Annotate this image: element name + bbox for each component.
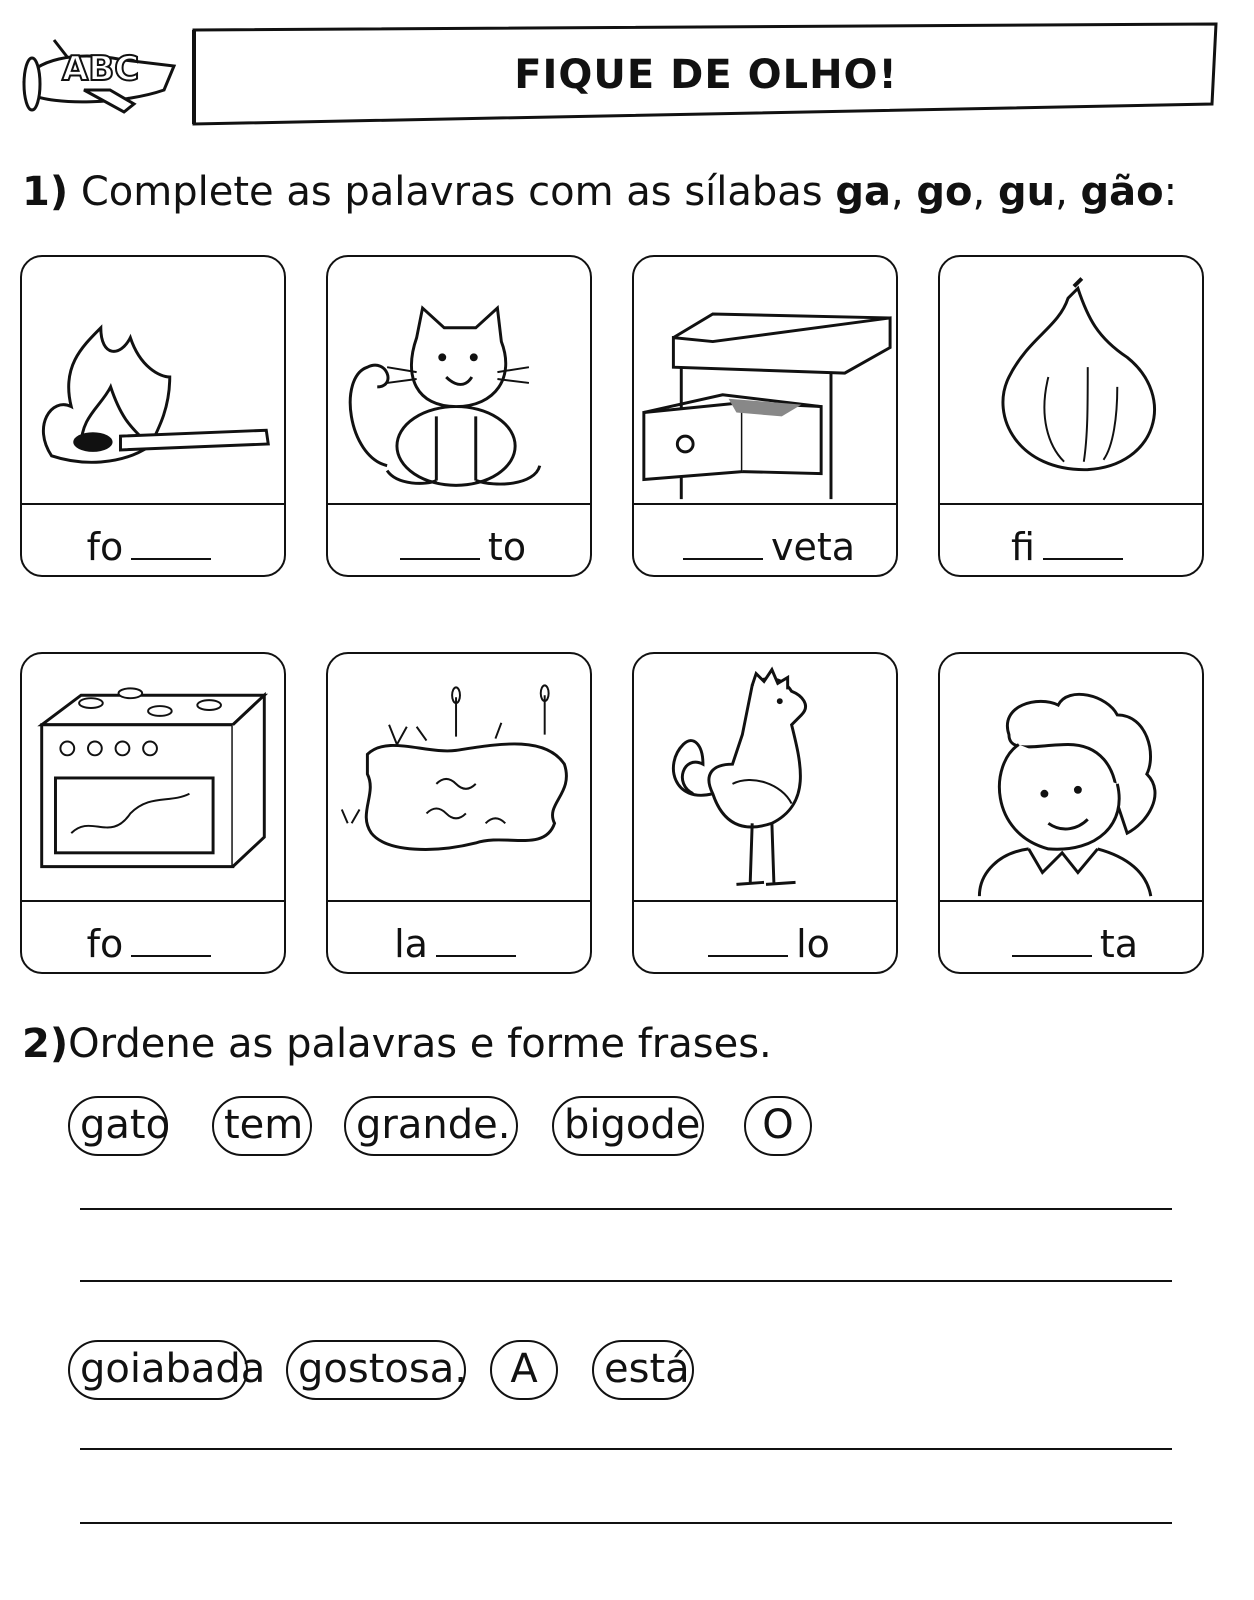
word-pill[interactable]: O	[744, 1096, 812, 1156]
answer-blank[interactable]	[1043, 528, 1123, 560]
answer-line[interactable]	[80, 1208, 1172, 1210]
word-part: fo	[86, 922, 124, 966]
syllable-ga: ga	[835, 169, 891, 215]
separator: ,	[1055, 169, 1081, 215]
syllable-gu: gu	[997, 169, 1056, 215]
card-answer-area	[328, 900, 590, 974]
card-answer-area	[22, 503, 284, 577]
question-2-text: Ordene as palavras e forme frases.	[68, 1021, 772, 1067]
card-answer-area	[634, 503, 896, 577]
answer-blank[interactable]	[1012, 925, 1092, 957]
word-part: fi	[1011, 525, 1035, 569]
card-match	[20, 255, 286, 577]
answer-blank[interactable]	[708, 925, 788, 957]
separator: ,	[890, 169, 917, 215]
answer-line[interactable]	[80, 1280, 1172, 1282]
answer-line[interactable]	[80, 1522, 1172, 1524]
word-part: to	[487, 525, 527, 569]
syllable-go: go	[916, 169, 973, 215]
word-pill[interactable]: tem	[212, 1096, 312, 1156]
colon: :	[1163, 169, 1178, 215]
word-part: ta	[1099, 922, 1139, 966]
question-1-heading	[22, 168, 1177, 216]
question-1-text: Complete as palavras com as sílabas	[80, 169, 836, 215]
logo-abc-text: ABC	[62, 49, 140, 89]
separator: ,	[972, 169, 998, 215]
cat-icon	[328, 257, 590, 501]
rooster-icon	[634, 654, 896, 898]
word-pill[interactable]: gato	[68, 1096, 168, 1156]
card-answer-area	[940, 503, 1202, 577]
card-answer-area	[22, 900, 284, 974]
word-pill[interactable]: A	[490, 1340, 558, 1400]
question-1-number: 1)	[22, 169, 69, 215]
card-rooster	[632, 652, 898, 974]
question-2-heading	[22, 1020, 772, 1068]
question-2-number: 2)	[22, 1021, 69, 1067]
card-girl	[938, 652, 1204, 974]
card-answer-area	[940, 900, 1202, 974]
answer-blank[interactable]	[131, 528, 211, 560]
card-answer-area	[634, 900, 896, 974]
word-part: lo	[796, 922, 830, 966]
card-answer-area	[328, 503, 590, 577]
answer-line[interactable]	[80, 1448, 1172, 1450]
drawer-icon	[634, 257, 896, 501]
word-part: fo	[86, 525, 124, 569]
card-pond	[326, 652, 592, 974]
word-pill[interactable]: grande.	[344, 1096, 518, 1156]
card-cat	[326, 255, 592, 577]
match-icon	[22, 257, 284, 501]
answer-blank[interactable]	[683, 528, 763, 560]
word-part: veta	[770, 525, 856, 569]
girl-icon	[940, 654, 1202, 898]
card-drawer	[632, 255, 898, 577]
answer-blank[interactable]	[131, 925, 211, 957]
syllable-gao: gão	[1080, 169, 1164, 215]
word-part: la	[394, 922, 428, 966]
card-stove	[20, 652, 286, 974]
page-title: FIQUE DE OLHO!	[514, 52, 898, 98]
stove-icon	[22, 654, 284, 898]
fig-icon	[940, 257, 1202, 501]
pond-icon	[328, 654, 590, 898]
abc-plane-logo	[14, 20, 194, 128]
card-fig	[938, 255, 1204, 577]
word-pill[interactable]: bigode	[552, 1096, 704, 1156]
answer-blank[interactable]	[436, 925, 516, 957]
answer-blank[interactable]	[400, 528, 480, 560]
word-pill[interactable]: goiabada	[68, 1340, 248, 1400]
word-pill[interactable]: gostosa.	[286, 1340, 466, 1400]
word-pill[interactable]: está	[592, 1340, 694, 1400]
